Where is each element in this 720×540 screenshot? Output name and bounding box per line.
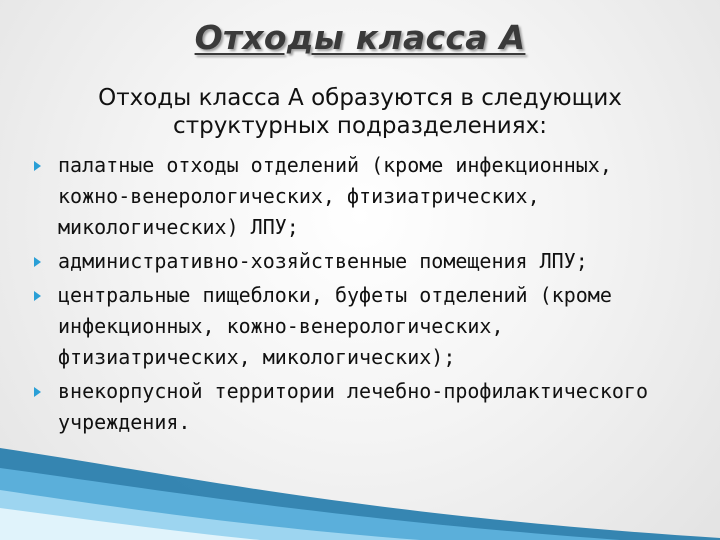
bullet-item <box>34 280 694 373</box>
triangle-right-icon <box>34 257 41 267</box>
triangle-right-icon <box>34 161 41 171</box>
bullet-item <box>34 246 694 277</box>
bullet-list <box>34 150 694 441</box>
bullet-text: центральные пищеблоки, буфеты отделений (кроме инфекционных, кожно-венерологических, фтизиатрических, микологических); <box>58 283 612 369</box>
bullet-item <box>34 150 694 243</box>
slide-title: Отходы класса А <box>194 18 526 57</box>
bullet-text: палатные отходы отделений (кроме инфекционных, кожно-венерологических, фтизиатрических, микологических) ЛПУ; <box>58 153 612 239</box>
triangle-right-icon <box>34 291 41 301</box>
slide-intro: Отходы класса А образуются в следующих структурных подразделениях: <box>98 85 622 139</box>
bullet-text: внекорпусной территории лечебно-профилактического учреждения. <box>58 379 649 434</box>
bullet-item <box>34 376 694 438</box>
triangle-right-icon <box>34 387 41 397</box>
bullet-text: административно-хозяйственные помещения ЛПУ; <box>58 249 588 273</box>
